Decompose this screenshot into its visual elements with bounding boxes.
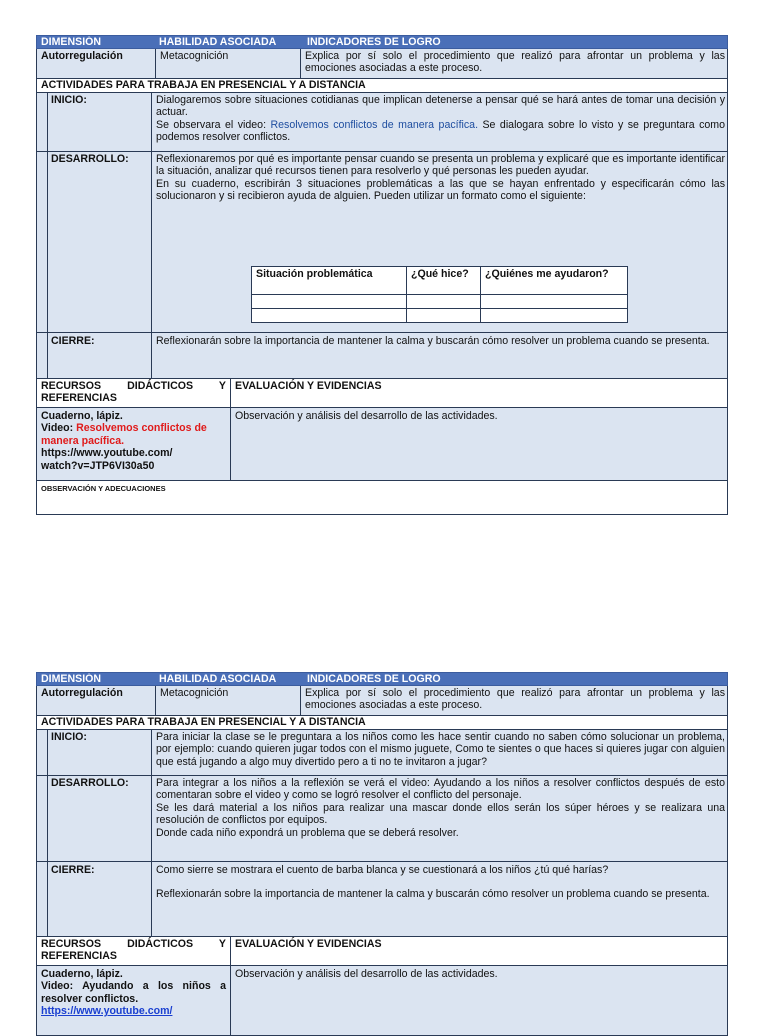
activities-title — [36, 716, 728, 730]
inicio-content — [151, 93, 729, 151]
inicio-row — [36, 730, 728, 776]
indicator-value: Explica por sí solo el procedimiento que realizó para afrontar un problema y las emociones asociadas a este proceso. — [300, 686, 729, 715]
table-cell — [407, 309, 481, 323]
skill-value: Metacognición — [155, 49, 303, 78]
desarrollo-label: DESARROLLO: — [51, 777, 129, 789]
table-header-row — [36, 35, 728, 49]
recursos-materials: Cuaderno, lápiz. — [41, 410, 123, 422]
evaluacion-content: Observación y análisis del desarrollo de las actividades. — [230, 408, 729, 480]
recursos-title: RECURSOS DIDÁCTICOS Y REFERENCIAS — [41, 938, 226, 963]
desarrollo-row — [36, 152, 728, 333]
desarrollo-paragraph-1: Para integrar a los niños a la reflexión se verá el video: Ayudando a los niños a resolver conflictos después de esto comentaran sobre el video y como se logró resolver el conflicto del personaje. — [156, 777, 725, 802]
cierre-content — [151, 862, 729, 936]
indicator-value: Explica por sí solo el procedimiento que realizó para afrontar un problema y las emociones asociadas a este proceso. — [300, 49, 729, 78]
desarrollo-paragraph-1: Reflexionaremos por qué es importante pensar cuando se presenta un problema y explicaré que es importante identificar la situación, analizar qué recursos tienen para resolverlo y qué personas les pueden ayudar. — [156, 153, 725, 178]
video-url-line-2[interactable]: watch?v=JTP6VI30a50 — [41, 459, 155, 472]
recursos-row — [36, 408, 728, 481]
recursos-materials: Cuaderno, lápiz. — [41, 968, 123, 980]
table-cell — [407, 295, 481, 309]
video-title-link[interactable]: Resolvemos conflictos de manera pacífica. — [41, 422, 207, 447]
header-skill: HABILIDAD ASOCIADA — [159, 673, 277, 685]
inicio-row — [36, 93, 728, 152]
desarrollo-content — [151, 776, 729, 861]
inicio-content: Para iniciar la clase se le preguntara a los niños como les hace sentir cuando no saben cómo solucionar un problema, por ejemplo: cuando quieren jugar todos con el mismo juguete, Como te sientes o que haces si quieres jugar con alguien que está jugando a algo muy divertido pero a ti no te invitaron a jugar? — [151, 730, 729, 775]
recursos-header-row — [36, 379, 728, 408]
header-indicators: INDICADORES DE LOGRO — [307, 36, 441, 48]
col-quienes: ¿Quiénes me ayudaron? — [481, 267, 628, 295]
col-situacion: Situación problemática — [252, 267, 407, 295]
lesson-plan-table-2 — [36, 672, 728, 1024]
activities-title-text: ACTIVIDADES PARA TRABAJA EN PRESENCIAL Y A DISTANCIA — [41, 79, 366, 91]
evaluacion-title: EVALUACIÓN Y EVIDENCIAS — [230, 379, 729, 407]
video-url-line-1[interactable]: https://www.youtube.com/ — [41, 447, 173, 460]
situation-format-table — [251, 266, 628, 323]
video-label: Video: — [41, 422, 77, 435]
desarrollo-label: DESARROLLO: — [51, 153, 129, 165]
cierre-paragraph-2: Reflexionarán sobre la importancia de mantener la calma y buscarán cómo resolver un problema cuando se presenta. — [156, 888, 710, 901]
table-header-row — [36, 672, 728, 686]
desarrollo-row — [36, 776, 728, 862]
observacion-title: OBSERVACIÓN Y ADECUACIONES — [41, 484, 166, 493]
dimension-value: Autorregulación — [41, 687, 123, 699]
recursos-content — [37, 966, 230, 1035]
activities-title — [36, 79, 728, 93]
cierre-label: CIERRE: — [51, 335, 95, 347]
lesson-plan-table-1 — [36, 35, 728, 515]
dimension-row — [36, 49, 728, 79]
table-cell — [252, 309, 407, 323]
skill-value: Metacognición — [155, 686, 303, 715]
table-cell — [481, 309, 628, 323]
recursos-row — [36, 966, 728, 1036]
inicio-p2-pre: Se observara el video: — [156, 118, 271, 131]
table-cell — [481, 295, 628, 309]
cierre-paragraph-1: Como sierre se mostrara el cuento de barba blanca y se cuestionará a los niños ¿tú qué harías? — [156, 864, 609, 876]
indent-rule — [47, 93, 48, 151]
desarrollo-paragraph-2: En su cuaderno, escribirán 3 situaciones problemáticas a las que se hayan enfrentado y especificarán cómo las solucionaron y si recibieron ayuda de alguien. Pueden utilizar un formato como el siguiente: — [156, 177, 725, 203]
cierre-label: CIERRE: — [51, 864, 95, 876]
dimension-value: Autorregulación — [41, 50, 123, 62]
inicio-paragraph-2 — [156, 119, 725, 144]
cierre-row — [36, 333, 728, 379]
header-skill: HABILIDAD ASOCIADA — [159, 36, 277, 48]
observacion-row — [36, 481, 728, 515]
inicio-p2-post: Se dialogara sobre lo visto y se preguntara como podemos resolver conflictos. — [156, 118, 726, 144]
video-link-resolvemos[interactable]: Resolvemos conflictos de manera pacífica. — [270, 118, 479, 131]
header-indicators: INDICADORES DE LOGRO — [307, 673, 441, 685]
recursos-title: RECURSOS DIDÁCTICOS Y REFERENCIAS — [41, 380, 226, 405]
col-que-hice: ¿Qué hice? — [407, 267, 481, 295]
video-url-link[interactable]: https://www.youtube.com/ — [41, 1005, 173, 1018]
desarrollo-paragraph-3: Donde cada niño expondrá un problema que se deberá resolver. — [156, 826, 459, 839]
evaluacion-content: Observación y análisis del desarrollo de las actividades. — [230, 966, 729, 1035]
desarrollo-paragraph-2: Se les dará material a los niños para realizar una mascar donde ellos serán los súper héroes y se realizara una resolución de conflictos por equipos. — [156, 801, 725, 827]
header-dimension: DIMENSIÓN — [41, 673, 102, 685]
inicio-label: INICIO: — [51, 731, 87, 743]
inicio-label: INICIO: — [51, 94, 87, 106]
recursos-video — [41, 422, 226, 447]
table-cell — [252, 295, 407, 309]
recursos-content — [37, 408, 230, 480]
evaluacion-title: EVALUACIÓN Y EVIDENCIAS — [230, 937, 729, 965]
activities-title-text: ACTIVIDADES PARA TRABAJA EN PRESENCIAL Y A DISTANCIA — [41, 716, 366, 728]
cierre-content: Reflexionarán sobre la importancia de mantener la calma y buscarán cómo resolver un problema cuando se presenta. — [151, 333, 729, 378]
dimension-row — [36, 686, 728, 716]
header-dimension: DIMENSIÓN — [41, 36, 102, 48]
recursos-video: Video: Ayudando a los niños a resolver conflictos. — [41, 980, 226, 1005]
recursos-header-row — [36, 937, 728, 966]
cierre-row — [36, 862, 728, 937]
inicio-paragraph-1: Dialogaremos sobre situaciones cotidianas que implican detenerse a pensar qué se hará antes de tomar una decisión y actuar. — [156, 94, 725, 119]
